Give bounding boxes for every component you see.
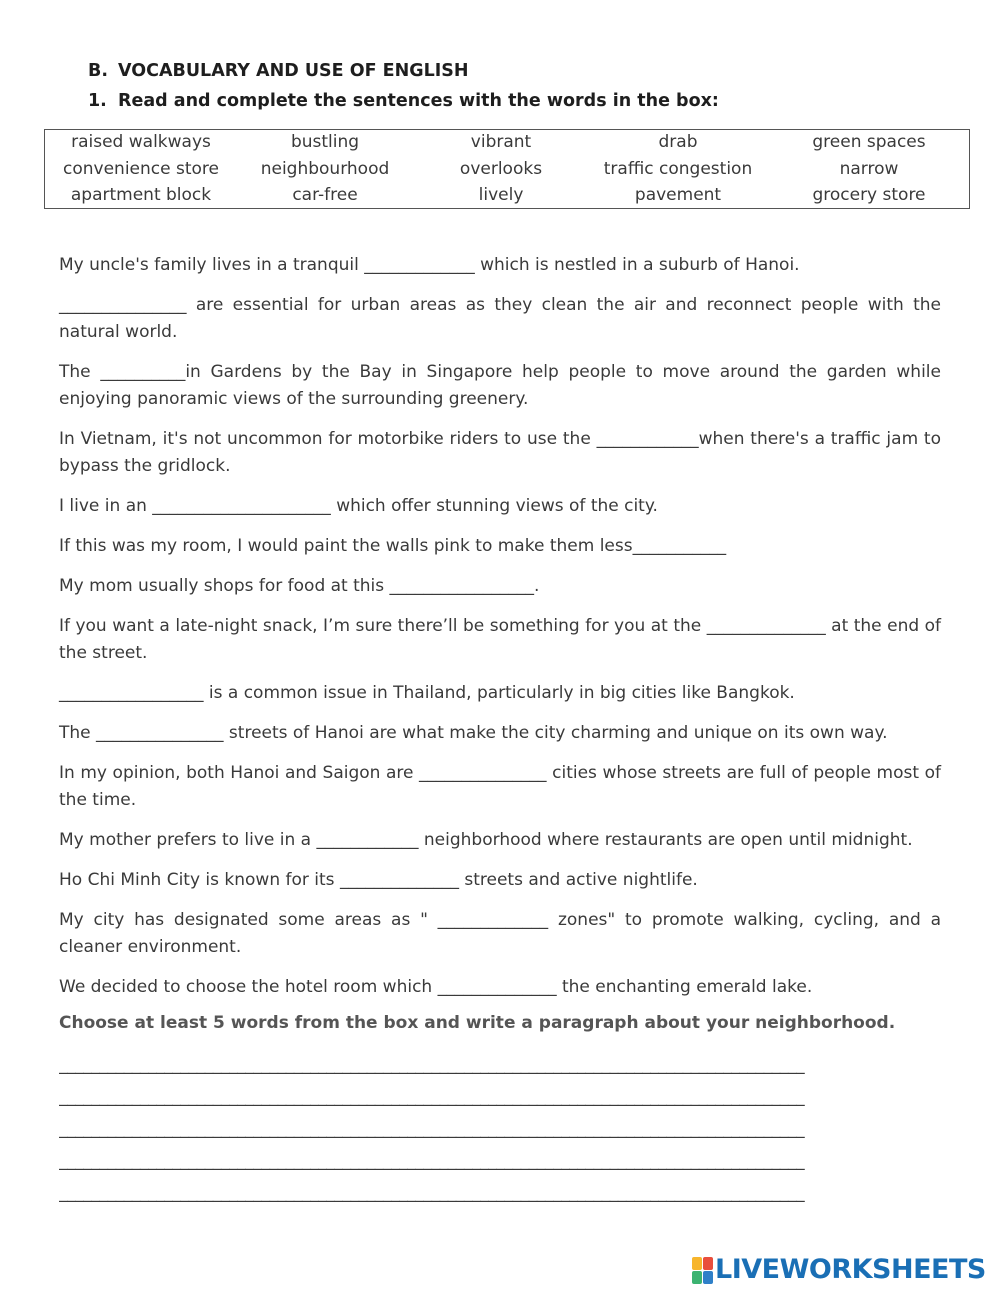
logo-tile (703, 1257, 713, 1270)
word-box-item: drab (658, 132, 698, 153)
sentence: My uncle's family lives in a tranquil _____________ which is nestled in a suburb of Hanoi. (59, 255, 800, 275)
logo-tile (692, 1271, 702, 1284)
sentence: The _______________ streets of Hanoi are what make the city charming and unique on its own way. (59, 723, 888, 743)
word-box-item: apartment block (70, 185, 212, 206)
sentence: In my opinion, both Hanoi and Saigon are _______________ cities whose streets are full of people most of the time. (59, 763, 947, 810)
word-box-item: narrow (839, 158, 899, 179)
sentence: The __________in Gardens by the Bay in Singapore help people to move around the garden while enjoying panoramic views of the surrounding greenery. (59, 362, 947, 409)
word-box-item: bustling (290, 132, 360, 153)
word-box-item: green spaces (812, 132, 926, 153)
word-box-item: pavement (634, 185, 722, 206)
writing-line[interactable]: ____________________________________________________________________________________________ (59, 1183, 805, 1203)
logo-text: LIVEWORKSHEETS (715, 1254, 986, 1285)
section-heading (88, 61, 469, 81)
sentence: _______________ are essential for urban areas as they clean the air and reconnect people with the natural world. (59, 295, 947, 342)
task-1-heading (88, 91, 719, 111)
liveworksheets-logo (692, 1254, 986, 1286)
word-box-item: convenience store (63, 158, 219, 179)
writing-line[interactable]: ____________________________________________________________________________________________ (59, 1119, 805, 1139)
sentence: _________________ is a common issue in Thailand, particularly in big cities like Bangkok. (59, 683, 795, 703)
writing-area (59, 1052, 941, 1212)
word-box-item: lively (478, 185, 524, 206)
writing-line[interactable]: ____________________________________________________________________________________________ (59, 1087, 805, 1107)
task-2-instruction: Choose at least 5 words from the box and write a paragraph about your neighborhood. (59, 1013, 896, 1033)
word-box-item: grocery store (812, 185, 926, 206)
task-1-number: 1. (88, 91, 107, 111)
section-title: VOCABULARY AND USE OF ENGLISH (118, 61, 469, 81)
sentence-list (59, 252, 947, 1014)
word-box (44, 129, 970, 209)
liveworksheets-logo-icon (692, 1257, 712, 1283)
sentence: Ho Chi Minh City is known for its ______________ streets and active nightlife. (59, 870, 698, 890)
section-letter: B. (88, 61, 108, 81)
writing-line[interactable]: ____________________________________________________________________________________________ (59, 1151, 805, 1171)
word-box-item: car-free (292, 185, 358, 206)
word-box-item: neighbourhood (260, 158, 390, 179)
sentence: In Vietnam, it's not uncommon for motorbike riders to use the ____________when there's a traffic jam to bypass the gridlock. (59, 429, 947, 476)
sentence: My mother prefers to live in a ____________ neighborhood where restaurants are open until midnight. (59, 830, 913, 850)
logo-tile (692, 1257, 702, 1270)
sentence: My mom usually shops for food at this _________________. (59, 576, 540, 596)
word-box-item: raised walkways (71, 132, 211, 153)
sentence: My city has designated some areas as " _____________ zones" to promote walking, cycling, and a cleaner environment. (59, 910, 947, 957)
word-box-item: vibrant (470, 132, 532, 153)
sentence: I live in an _____________________ which offer stunning views of the city. (59, 496, 658, 516)
sentence: If this was my room, I would paint the walls pink to make them less___________ (59, 536, 727, 556)
word-box-item: overlooks (459, 158, 543, 179)
logo-tile (703, 1271, 713, 1284)
sentence: If you want a late-night snack, I’m sure there’ll be something for you at the ______________ at the end of the street. (59, 616, 947, 663)
writing-line[interactable]: ____________________________________________________________________________________________ (59, 1055, 805, 1075)
task-1-instruction: Read and complete the sentences with the words in the box: (118, 91, 719, 111)
sentence: We decided to choose the hotel room which ______________ the enchanting emerald lake. (59, 977, 813, 997)
word-box-item: traffic congestion (603, 158, 753, 179)
